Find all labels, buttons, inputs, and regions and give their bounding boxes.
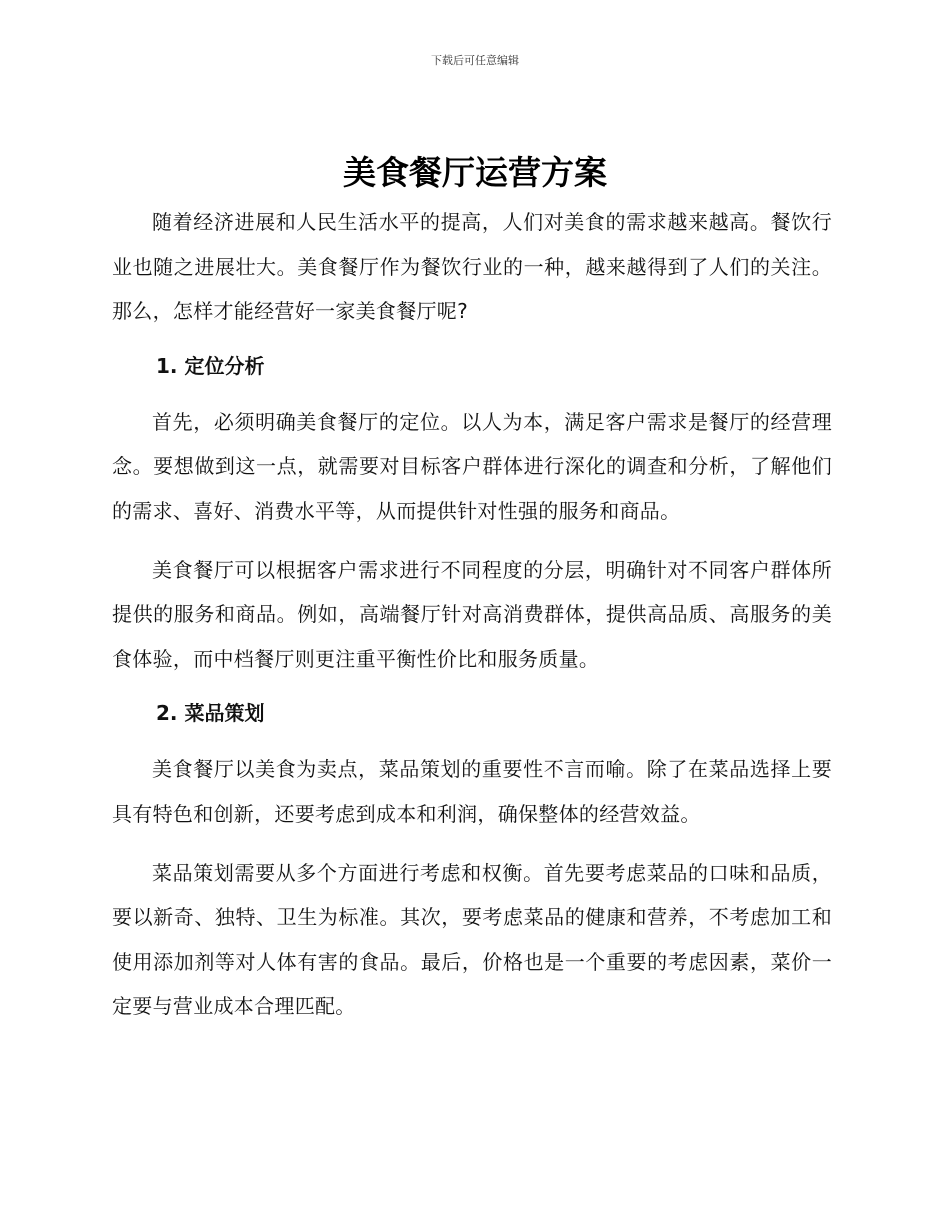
document-title: 美食餐厅运营方案 (343, 153, 607, 192)
header-note: 下载后可任意编辑 (431, 54, 519, 67)
intro-paragraph: 随着经济进展和人民生活水平的提高，人们对美食的需求越来越高。餐饮行业也随之进展壮大。美食餐厅作为餐饮行业的一种，越来越得到了人们的关注。那么，怎样才能经营好一家美食餐厅呢? (112, 210, 832, 324)
section-heading-positioning: 1. 定位分析 (156, 353, 265, 378)
section-heading-menu-planning: 2. 菜品策划 (156, 701, 265, 726)
section-paragraph: 美食餐厅可以根据客户需求进行不同程度的分层，明确针对不同客户群体所提供的服务和商品。例如，高端餐厅针对高消费群体，提供高品质、高服务的美食体验，而中档餐厅则更注重平衡性价比和服务质量。 (112, 557, 832, 671)
section-paragraph: 菜品策划需要从多个方面进行考虑和权衡。首先要考虑菜品的口味和品质，要以新奇、独特、卫生为标准。其次，要考虑菜品的健康和营养，不考虑加工和使用添加剂等对人体有害的食品。最后，价格也是一个重要的考虑因素，菜价一定要与营业成本合理匹配。 (112, 860, 832, 1019)
section-paragraph: 首先，必须明确美食餐厅的定位。以人为本，满足客户需求是餐厅的经营理念。要想做到这一点，就需要对目标客户群体进行深化的调查和分析，了解他们的需求、喜好、消费水平等，从而提供针对性强的服务和商品。 (112, 409, 832, 523)
document-body (112, 200, 832, 1029)
section-paragraph: 美食餐厅以美食为卖点，菜品策划的重要性不言而喻。除了在菜品选择上要具有特色和创新，还要考虑到成本和利润，确保整体的经营效益。 (112, 757, 832, 826)
